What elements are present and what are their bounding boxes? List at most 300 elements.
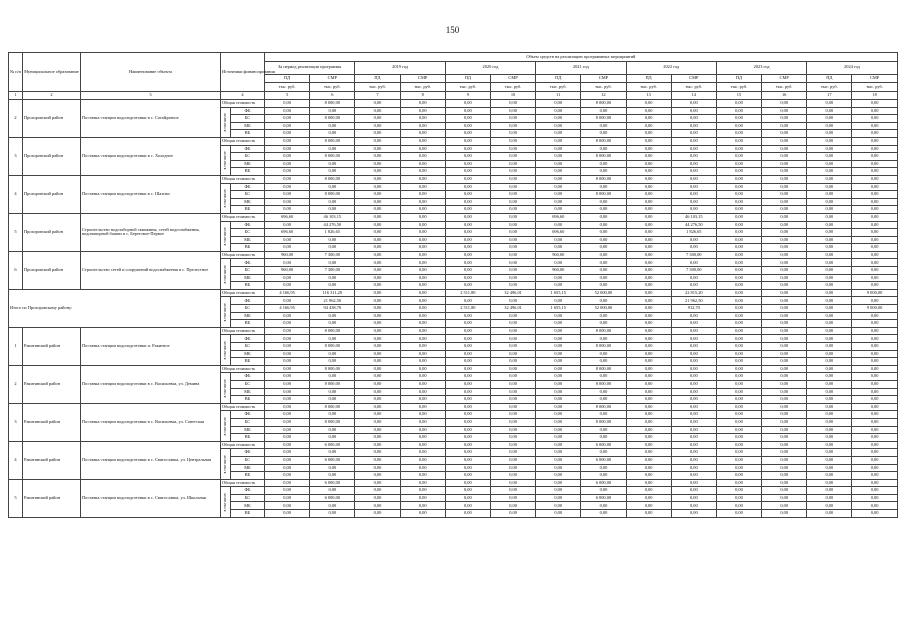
- cell-value: 0,00: [671, 396, 716, 404]
- incl-label: в том числе:: [221, 259, 231, 289]
- table-row: [9, 289, 898, 297]
- cell-value: 0,00: [852, 236, 897, 244]
- table-row: [9, 213, 898, 221]
- cell-value: 0,00: [445, 350, 490, 358]
- cell-value: 0,00: [355, 297, 400, 305]
- cell-value: 0,00: [536, 168, 581, 176]
- cell-value: 0,00: [581, 236, 626, 244]
- cell-value: 0,00: [445, 130, 490, 138]
- cell-value: 0,00: [852, 115, 897, 123]
- total-value: 0,00: [400, 100, 445, 108]
- cell-value: 0,00: [626, 221, 671, 229]
- cell-value: 0,00: [310, 388, 355, 396]
- cell-value: 44 276,50: [310, 221, 355, 229]
- object-name: Поставка станции водоподготовки в с. Холодное: [81, 137, 221, 175]
- header-index: 18: [852, 91, 897, 100]
- cell-value: 0,00: [445, 464, 490, 472]
- cell-value: 0,00: [852, 168, 897, 176]
- cell-value: 0,00: [852, 456, 897, 464]
- cell-value: 0,00: [490, 153, 535, 161]
- source-code: БС: [231, 191, 265, 199]
- header-unit: тыс. руб.: [852, 83, 897, 92]
- cell-value: 0,00: [626, 229, 671, 237]
- cell-value: 0,00: [536, 510, 581, 518]
- cell-value: 0,00: [852, 343, 897, 351]
- header-smr: СМР: [852, 74, 897, 83]
- total-value: 0,00: [490, 251, 535, 259]
- municipality-name: Прохоровский район: [23, 251, 81, 289]
- cell-value: 0,00: [716, 335, 761, 343]
- cell-value: 0,00: [807, 282, 852, 290]
- cell-value: 0,00: [762, 396, 807, 404]
- total-label: Общая стоимость: [221, 327, 265, 335]
- header-index: 12: [581, 91, 626, 100]
- cell-value: 0,00: [716, 297, 761, 305]
- cell-value: 0,00: [716, 343, 761, 351]
- cell-value: 0,00: [716, 388, 761, 396]
- cell-value: 0,00: [716, 312, 761, 320]
- cell-value: 0,00: [716, 487, 761, 495]
- total-value: 0,00: [400, 365, 445, 373]
- cell-value: 0,00: [581, 320, 626, 328]
- cell-value: 0,00: [490, 191, 535, 199]
- header-object: Наименование объекта: [81, 53, 221, 92]
- total-value: 0,00: [852, 251, 897, 259]
- cell-value: 0,00: [671, 388, 716, 396]
- cell-value: 0,00: [490, 168, 535, 176]
- cell-value: 0,00: [807, 160, 852, 168]
- cell-value: 0,00: [536, 130, 581, 138]
- cell-value: 0,00: [852, 206, 897, 214]
- total-value: 0,00: [536, 327, 581, 335]
- cell-value: 0,00: [626, 274, 671, 282]
- total-label: Общая стоимость: [221, 289, 265, 297]
- cell-value: 0,00: [490, 388, 535, 396]
- cell-value: 0,00: [762, 312, 807, 320]
- cell-value: 0,00: [265, 373, 310, 381]
- header-pd: ПД: [807, 74, 852, 83]
- cell-value: 0,00: [671, 350, 716, 358]
- total-value: 0,00: [355, 175, 400, 183]
- cell-value: 0,00: [445, 380, 490, 388]
- cell-value: 0,00: [807, 380, 852, 388]
- cell-value: 0,00: [490, 335, 535, 343]
- cell-value: 0,00: [265, 282, 310, 290]
- total-value: 0,00: [355, 251, 400, 259]
- cell-value: 0,00: [852, 426, 897, 434]
- cell-value: 0,00: [400, 380, 445, 388]
- cell-value: 0,00: [536, 320, 581, 328]
- cell-value: 0,00: [671, 335, 716, 343]
- cell-value: 0,00: [310, 160, 355, 168]
- cell-value: 0,00: [671, 373, 716, 381]
- cell-value: 0,00: [536, 236, 581, 244]
- total-value: 8 000,00: [310, 175, 355, 183]
- cell-value: 0,00: [355, 320, 400, 328]
- cell-value: 0,00: [400, 411, 445, 419]
- cell-value: 0,00: [626, 259, 671, 267]
- source-code: ФБ: [231, 297, 265, 305]
- cell-value: 0,00: [581, 168, 626, 176]
- cell-value: 0,00: [626, 494, 671, 502]
- cell-value: 0,00: [807, 411, 852, 419]
- header-smr: СМР: [762, 74, 807, 83]
- cell-value: 0,00: [626, 449, 671, 457]
- municipality-name: Прохоровский район: [23, 213, 81, 251]
- cell-value: 0,00: [852, 107, 897, 115]
- cell-value: 0,00: [400, 426, 445, 434]
- cell-value: 0,00: [626, 320, 671, 328]
- cell-value: 0,00: [626, 183, 671, 191]
- cell-value: 0,00: [310, 206, 355, 214]
- object-name: Поставка станции водоподготовки в с. Васильевка, ул. Демина: [81, 365, 221, 403]
- cell-value: 0,00: [671, 160, 716, 168]
- source-code: ФБ: [231, 373, 265, 381]
- total-value: 0,00: [762, 479, 807, 487]
- cell-value: 0,00: [490, 464, 535, 472]
- cell-value: 0,00: [762, 259, 807, 267]
- header-index: 8: [400, 91, 445, 100]
- total-value: 960,00: [536, 251, 581, 259]
- cell-value: 0,00: [445, 411, 490, 419]
- header-unit: тыс. руб.: [265, 83, 310, 92]
- cell-value: 0,00: [310, 274, 355, 282]
- table-row: [9, 441, 898, 449]
- cell-value: 912,70: [671, 305, 716, 313]
- cell-value: 0,00: [762, 456, 807, 464]
- cell-value: 0,00: [671, 418, 716, 426]
- header-unit: тыс. руб.: [536, 83, 581, 92]
- cell-value: 0,00: [265, 312, 310, 320]
- cell-value: 0,00: [626, 145, 671, 153]
- cell-value: 0,00: [671, 122, 716, 130]
- cell-value: 0,00: [852, 472, 897, 480]
- cell-value: 0,00: [581, 198, 626, 206]
- cell-value: 0,00: [762, 502, 807, 510]
- cell-value: 0,00: [265, 191, 310, 199]
- cell-value: 0,00: [355, 502, 400, 510]
- cell-value: 0,00: [807, 145, 852, 153]
- cell-value: 0,00: [671, 153, 716, 161]
- cell-value: 0,00: [581, 206, 626, 214]
- row-number: 4: [9, 441, 23, 479]
- cell-value: 0,00: [807, 487, 852, 495]
- total-value: 0,00: [716, 175, 761, 183]
- source-code: МБ: [231, 122, 265, 130]
- cell-value: 0,00: [490, 244, 535, 252]
- cell-value: 0,00: [536, 418, 581, 426]
- cell-value: 0,00: [490, 297, 535, 305]
- cell-value: 0,00: [807, 153, 852, 161]
- cell-value: 0,00: [852, 373, 897, 381]
- total-value: 8 000,00: [581, 137, 626, 145]
- cell-value: 0,00: [445, 502, 490, 510]
- cell-value: 0,00: [581, 160, 626, 168]
- total-value: 0,00: [445, 137, 490, 145]
- table-row: [9, 479, 898, 487]
- cell-value: 0,00: [310, 236, 355, 244]
- cell-value: 0,00: [310, 335, 355, 343]
- cell-value: 0,00: [355, 305, 400, 313]
- cell-value: 0,00: [310, 130, 355, 138]
- cell-value: 0,00: [626, 168, 671, 176]
- cell-value: 0,00: [490, 145, 535, 153]
- total-value: 8 000,00: [310, 137, 355, 145]
- cell-value: 0,00: [762, 434, 807, 442]
- cell-value: 0,00: [536, 115, 581, 123]
- cell-value: 0,00: [445, 494, 490, 502]
- incl-label: в том числе:: [221, 107, 231, 137]
- cell-value: 0,00: [581, 396, 626, 404]
- cell-value: 8 000,00: [581, 115, 626, 123]
- table-row: [9, 175, 898, 183]
- cell-value: 0,00: [400, 494, 445, 502]
- cell-value: 0,00: [626, 350, 671, 358]
- cell-value: 0,00: [355, 449, 400, 457]
- total-value: 0,00: [355, 403, 400, 411]
- cell-value: 0,00: [807, 472, 852, 480]
- total-value: 8 000,00: [310, 327, 355, 335]
- total-value: 0,00: [671, 479, 716, 487]
- cell-value: 0,00: [310, 122, 355, 130]
- cell-value: 44 276,50: [671, 221, 716, 229]
- cell-value: 0,00: [536, 411, 581, 419]
- total-value: 0,00: [490, 327, 535, 335]
- total-value: 696,60: [265, 213, 310, 221]
- cell-value: 0,00: [310, 183, 355, 191]
- total-value: 116 311,20: [310, 289, 355, 297]
- total-value: 0,00: [445, 175, 490, 183]
- cell-value: 0,00: [445, 229, 490, 237]
- total-value: 0,00: [445, 441, 490, 449]
- total-value: 0,00: [852, 441, 897, 449]
- row-number: 6: [9, 251, 23, 289]
- cell-value: 0,00: [310, 244, 355, 252]
- total-value: 0,00: [265, 403, 310, 411]
- subtotal-label: Итого по Прохоровскому району:: [9, 289, 221, 327]
- cell-value: 94 438,70: [310, 305, 355, 313]
- cell-value: 0,00: [626, 335, 671, 343]
- total-value: 0,00: [671, 365, 716, 373]
- cell-value: 0,00: [626, 396, 671, 404]
- cell-value: 0,00: [536, 191, 581, 199]
- header-municipality: Муниципальное образование: [23, 53, 81, 92]
- cell-value: 0,00: [671, 494, 716, 502]
- source-code: БС: [231, 153, 265, 161]
- cell-value: 0,00: [716, 282, 761, 290]
- cell-value: 0,00: [445, 122, 490, 130]
- header-pd: ПД: [445, 74, 490, 83]
- cell-value: 0,00: [355, 274, 400, 282]
- cell-value: 0,00: [265, 145, 310, 153]
- cell-value: 0,00: [716, 502, 761, 510]
- cell-value: 0,00: [716, 122, 761, 130]
- cell-value: 0,00: [807, 191, 852, 199]
- cell-value: 0,00: [852, 502, 897, 510]
- cell-value: 0,00: [762, 320, 807, 328]
- cell-value: 0,00: [265, 274, 310, 282]
- cell-value: 0,00: [626, 236, 671, 244]
- cell-value: 0,00: [671, 274, 716, 282]
- cell-value: 0,00: [807, 122, 852, 130]
- cell-value: 0,00: [536, 122, 581, 130]
- cell-value: 0,00: [536, 259, 581, 267]
- cell-value: 0,00: [762, 130, 807, 138]
- total-label: Общая стоимость: [221, 403, 265, 411]
- cell-value: 0,00: [490, 206, 535, 214]
- cell-value: 0,00: [716, 145, 761, 153]
- cell-value: 8 000,00: [581, 191, 626, 199]
- header-unit: тыс. руб.: [626, 83, 671, 92]
- cell-value: 0,00: [581, 312, 626, 320]
- header-unit: тыс. руб.: [762, 83, 807, 92]
- total-value: 0,00: [536, 175, 581, 183]
- total-value: 0,00: [355, 289, 400, 297]
- cell-value: 0,00: [581, 434, 626, 442]
- cell-value: 6 000,00: [310, 494, 355, 502]
- cell-value: 0,00: [310, 259, 355, 267]
- row-number: 5: [9, 479, 23, 517]
- total-value: 0,00: [671, 100, 716, 108]
- total-value: 0,00: [762, 365, 807, 373]
- cell-value: 0,00: [762, 206, 807, 214]
- total-value: 0,00: [671, 175, 716, 183]
- source-code: МБ: [231, 464, 265, 472]
- cell-value: 0,00: [536, 221, 581, 229]
- total-value: 52 000,00: [581, 289, 626, 297]
- cell-value: 0,00: [445, 388, 490, 396]
- cell-value: 0,00: [581, 259, 626, 267]
- cell-value: 0,00: [265, 388, 310, 396]
- cell-value: 0,00: [807, 312, 852, 320]
- total-value: 0,00: [536, 479, 581, 487]
- cell-value: 0,00: [671, 426, 716, 434]
- cell-value: 0,00: [265, 160, 310, 168]
- cell-value: 0,00: [807, 130, 852, 138]
- cell-value: 0,00: [716, 434, 761, 442]
- cell-value: 0,00: [807, 350, 852, 358]
- cell-value: 0,00: [400, 373, 445, 381]
- cell-value: 0,00: [265, 244, 310, 252]
- cell-value: 0,00: [536, 206, 581, 214]
- cell-value: 0,00: [445, 358, 490, 366]
- cell-value: 0,00: [536, 456, 581, 464]
- cell-value: 0,00: [400, 122, 445, 130]
- cell-value: 0,00: [536, 282, 581, 290]
- cell-value: 0,00: [852, 244, 897, 252]
- cell-value: 0,00: [490, 426, 535, 434]
- cell-value: 0,00: [355, 198, 400, 206]
- header-index: 7: [355, 91, 400, 100]
- cell-value: 0,00: [355, 183, 400, 191]
- cell-value: 0,00: [355, 206, 400, 214]
- cell-value: 0,00: [490, 358, 535, 366]
- cell-value: 0,00: [490, 259, 535, 267]
- cell-value: 0,00: [716, 168, 761, 176]
- cell-value: 0,00: [626, 130, 671, 138]
- row-number: 3: [9, 403, 23, 441]
- cell-value: 0,00: [490, 130, 535, 138]
- cell-value: 0,00: [445, 206, 490, 214]
- header-unit: тыс. руб.: [445, 83, 490, 92]
- source-code: ФБ: [231, 107, 265, 115]
- cell-value: 0,00: [445, 434, 490, 442]
- cell-value: 0,00: [671, 487, 716, 495]
- cell-value: 6 000,00: [310, 456, 355, 464]
- cell-value: 0,00: [310, 464, 355, 472]
- cell-value: 0,00: [762, 380, 807, 388]
- object-name: Поставка станции водоподготовки в с. Святославка, ул. Центральная: [81, 441, 221, 479]
- cell-value: 0,00: [852, 396, 897, 404]
- cell-value: 0,00: [671, 502, 716, 510]
- cell-value: 0,00: [536, 380, 581, 388]
- cell-value: 0,00: [445, 168, 490, 176]
- cell-value: 0,00: [671, 510, 716, 518]
- cell-value: 0,00: [445, 335, 490, 343]
- cell-value: 8 000,00: [310, 191, 355, 199]
- table-body: [9, 100, 898, 518]
- cell-value: 0,00: [265, 494, 310, 502]
- source-code: ВБ: [231, 320, 265, 328]
- total-value: 0,00: [852, 175, 897, 183]
- cell-value: 0,00: [716, 153, 761, 161]
- cell-value: 1 826,65: [671, 229, 716, 237]
- cell-value: 0,00: [445, 107, 490, 115]
- cell-value: 0,00: [581, 229, 626, 237]
- cell-value: 0,00: [671, 464, 716, 472]
- cell-value: 0,00: [536, 434, 581, 442]
- total-value: 0,00: [265, 441, 310, 449]
- incl-label: в том числе:: [221, 487, 231, 517]
- incl-label: в том числе:: [221, 411, 231, 441]
- cell-value: 0,00: [490, 115, 535, 123]
- source-code: БС: [231, 115, 265, 123]
- row-number: 3: [9, 137, 23, 175]
- cell-value: 0,00: [671, 115, 716, 123]
- total-value: 0,00: [626, 365, 671, 373]
- cell-value: 0,00: [400, 335, 445, 343]
- cell-value: 8 000,00: [581, 153, 626, 161]
- source-code: ВБ: [231, 472, 265, 480]
- cell-value: 0,00: [490, 411, 535, 419]
- cell-value: 0,00: [762, 191, 807, 199]
- cell-value: 0,00: [265, 434, 310, 442]
- header-index: 16: [762, 91, 807, 100]
- cell-value: 0,00: [581, 221, 626, 229]
- cell-value: 0,00: [355, 350, 400, 358]
- header-index: 10: [490, 91, 535, 100]
- cell-value: 0,00: [445, 191, 490, 199]
- cell-value: 0,00: [355, 396, 400, 404]
- table-row: [9, 403, 898, 411]
- cell-value: 0,00: [445, 312, 490, 320]
- cell-value: 0,00: [355, 472, 400, 480]
- cell-value: 0,00: [581, 472, 626, 480]
- cell-value: 0,00: [716, 229, 761, 237]
- cell-value: 0,00: [581, 130, 626, 138]
- total-value: 0,00: [490, 213, 535, 221]
- header-index: 3: [81, 91, 221, 100]
- cell-value: 0,00: [490, 320, 535, 328]
- total-label: Общая стоимость: [221, 441, 265, 449]
- total-value: 0,00: [716, 289, 761, 297]
- cell-value: 1 655,15: [536, 305, 581, 313]
- total-value: 0,00: [445, 251, 490, 259]
- header-unit: тыс. руб.: [807, 83, 852, 92]
- cell-value: 0,00: [400, 115, 445, 123]
- cell-value: 0,00: [265, 418, 310, 426]
- cell-value: 0,00: [355, 267, 400, 275]
